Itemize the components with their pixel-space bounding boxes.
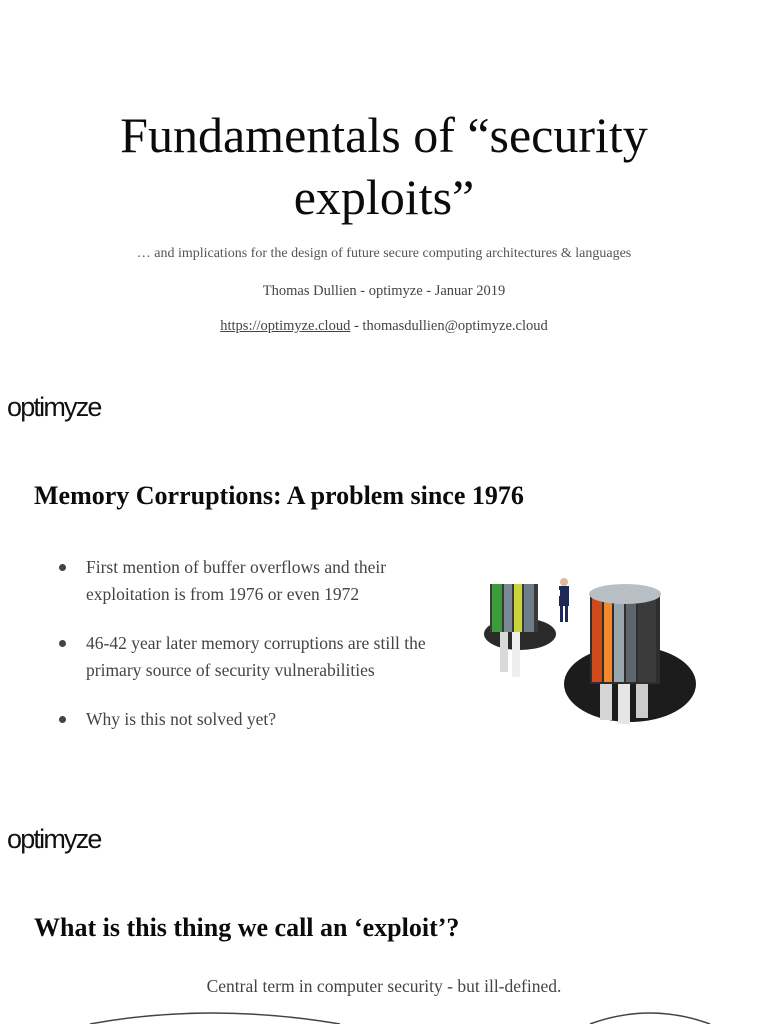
slide-heading: What is this thing we call an ‘exploit’? [34, 913, 460, 942]
optimyze-logo: optimyze [7, 392, 101, 422]
title-line-2: exploits” [293, 169, 475, 225]
diagram-arcs [0, 1006, 768, 1024]
title-line-1: Fundamentals of “security [120, 107, 648, 163]
presentation-subtitle: … and implications for the design of future secure computing architectures & languages [136, 246, 632, 261]
presentation-title [0, 104, 768, 228]
optimyze-logo: optimyze [7, 824, 101, 854]
contact-email-text: - thomasdullien@optimyze.cloud [350, 318, 548, 334]
person-figure [556, 578, 569, 622]
title-slide [0, 0, 768, 384]
website-link[interactable]: https://optimyze.cloud [220, 318, 351, 334]
central-term-text: Central term in computer security - but ill-defined. [206, 976, 562, 996]
right-cabinet [564, 584, 696, 724]
exploit-definition-slide [0, 816, 768, 1024]
bullet-item: Why is this not solved yet? [58, 706, 458, 733]
left-cabinet [484, 584, 556, 677]
bullet-item: 46-42 year later memory corruptions are still the primary source of security vulnerabilities [58, 630, 458, 684]
supercomputer-illustration [480, 574, 700, 734]
author-line: Thomas Dullien - optimyze - Januar 2019 [262, 283, 506, 299]
slide-heading: Memory Corruptions: A problem since 1976 [34, 481, 524, 510]
bullet-item: First mention of buffer overflows and their exploitation is from 1976 or even 1972 [58, 554, 458, 608]
contact-line [0, 318, 768, 335]
memory-corruptions-slide [0, 384, 768, 816]
bullet-list [58, 554, 458, 755]
